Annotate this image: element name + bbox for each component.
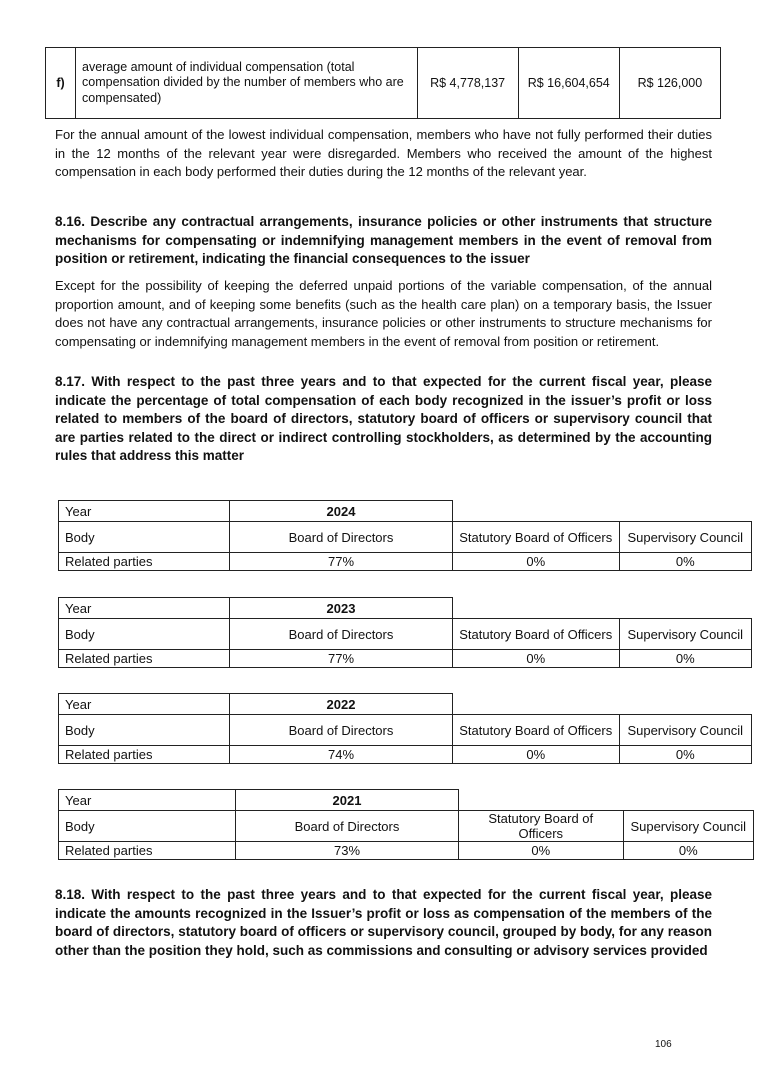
officers-pct: 0% [453, 746, 620, 764]
row-label: Related parties [59, 842, 236, 860]
body-label: Body [59, 619, 230, 650]
table-row [59, 619, 752, 650]
row-label: Related parties [59, 553, 230, 571]
row-letter: f) [46, 48, 76, 119]
section-8-16-body: Except for the possibility of keeping the deferred unpaid portions of the variable compensation, of the annual proportion amount, and of keeping some benefits (such as the health care plan) on a temporary basis, the Issuer does not have any contractual arrangements, insurance policies or other instruments to structure mechanisms for compensating or indemnifying management members in the event of removal from position or retirement. [55, 278, 712, 349]
officers-pct: 0% [459, 842, 624, 860]
body-label: Body [59, 811, 236, 842]
table-row [59, 522, 752, 553]
related-party-table-2021 [58, 789, 754, 860]
officers-pct: 0% [453, 553, 620, 571]
council-pct: 0% [619, 650, 752, 668]
year-label: Year [59, 598, 230, 619]
council-header: Supervisory Council [623, 811, 754, 842]
table-row [59, 694, 752, 715]
board-pct: 77% [230, 650, 453, 668]
council-pct: 0% [623, 842, 754, 860]
officers-header: Statutory Board of Officers [453, 619, 620, 650]
board-header: Board of Directors [230, 522, 453, 553]
table-row [59, 746, 752, 764]
council-header: Supervisory Council [619, 619, 752, 650]
council-header: Supervisory Council [619, 715, 752, 746]
row-label: Related parties [59, 746, 230, 764]
value-cell: R$ 4,778,137 [417, 48, 518, 119]
year-label: Year [59, 694, 230, 715]
section-8-16-heading: 8.16. Describe any contractual arrangements, insurance policies or other instruments that structure mechanisms for compensating or indemnifying management members in the event of removal from position or retirement, indicating the financial consequences to the issuer [55, 214, 712, 266]
council-pct: 0% [619, 553, 752, 571]
year-label: Year [59, 501, 230, 522]
value-cell: R$ 126,000 [619, 48, 720, 119]
table-row [59, 842, 754, 860]
council-header: Supervisory Council [619, 522, 752, 553]
body-label: Body [59, 522, 230, 553]
note-paragraph: For the annual amount of the lowest individual compensation, members who have not fully performed their duties in the 12 months of the relevant year were disregarded. Members who received the amount of the highest compensation in each body performed their duties during the 12 months of the relevant year. [55, 127, 712, 179]
value-cell: R$ 16,604,654 [518, 48, 619, 119]
section-8-18-heading: 8.18. With respect to the past three years and to that expected for the current fiscal year, please indicate the amounts recognized in the Issuer’s profit or loss as compensation of the members of the board of directors, statutory board of officers or supervisory council, grouped by body, for any reason other than the position they hold, such as commissions and consulting or advisory services provided [55, 887, 712, 958]
year-value: 2024 [230, 501, 453, 522]
board-header: Board of Directors [230, 619, 453, 650]
table-row [59, 790, 754, 811]
related-party-table-2023 [58, 597, 752, 668]
year-value: 2022 [230, 694, 453, 715]
board-pct: 74% [230, 746, 453, 764]
board-header: Board of Directors [236, 811, 459, 842]
officers-pct: 0% [453, 650, 620, 668]
table-row [59, 501, 752, 522]
related-party-table-2024 [58, 500, 752, 571]
table-row [59, 715, 752, 746]
row-label: Related parties [59, 650, 230, 668]
officers-header: Statutory Board of Officers [459, 811, 624, 842]
board-pct: 73% [236, 842, 459, 860]
section-8-17-heading: 8.17. With respect to the past three years and to that expected for the current fiscal year, please indicate the percentage of total compensation of each body recognized in the issuer’s profit or loss related to members of the board of directors, statutory board of officers or supervisory council that are parties related to the direct or indirect controlling stockholders, as determined by the accounting rules that address this matter [55, 374, 712, 463]
page-number: 106 [655, 1039, 672, 1050]
board-pct: 77% [230, 553, 453, 571]
related-party-table-2022 [58, 693, 752, 764]
table-row [59, 598, 752, 619]
officers-header: Statutory Board of Officers [453, 715, 620, 746]
year-value: 2023 [230, 598, 453, 619]
year-value: 2021 [236, 790, 459, 811]
table-row [59, 650, 752, 668]
table-row [59, 553, 752, 571]
row-description: average amount of individual compensation (total compensation divided by the number of members who are compensated) [76, 48, 418, 119]
compensation-table [45, 47, 721, 119]
body-label: Body [59, 715, 230, 746]
table-row [46, 48, 721, 119]
table-row [59, 811, 754, 842]
officers-header: Statutory Board of Officers [453, 522, 620, 553]
board-header: Board of Directors [230, 715, 453, 746]
year-label: Year [59, 790, 236, 811]
council-pct: 0% [619, 746, 752, 764]
